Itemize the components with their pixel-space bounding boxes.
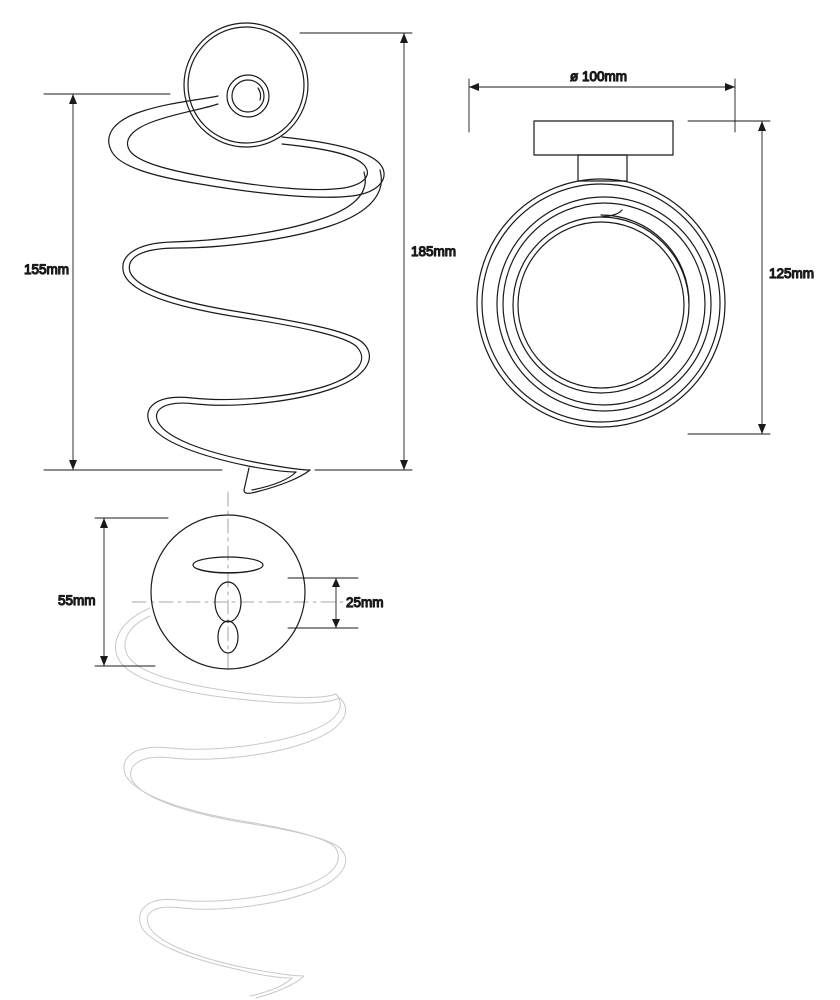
dimension-label-side-diameter: ø 100mm (570, 69, 628, 84)
dimension-side-diameter (469, 79, 735, 132)
dimension-label-side-height: 125mm (769, 266, 815, 281)
dimension-label-top-depth: 25mm (346, 595, 384, 610)
side-spiral-ring (477, 179, 725, 427)
front-wall-plate (184, 23, 308, 147)
top-view (116, 492, 348, 998)
dimension-side-height (688, 121, 770, 434)
dimension-top-width (95, 518, 168, 666)
dimension-label-top-width: 55mm (58, 593, 96, 608)
side-mounting-bracket (534, 121, 673, 181)
dimension-label-front-spiral-height: 155mm (24, 262, 70, 277)
front-spiral-outline (109, 96, 384, 493)
dimension-label-front-height: 185mm (411, 244, 457, 259)
front-view (109, 23, 384, 493)
dimension-front-spiral-height (44, 94, 222, 470)
dimension-front-height (300, 33, 412, 470)
side-view (477, 121, 725, 427)
top-view-centerlines (132, 492, 348, 672)
top-spiral-projection (116, 608, 346, 998)
